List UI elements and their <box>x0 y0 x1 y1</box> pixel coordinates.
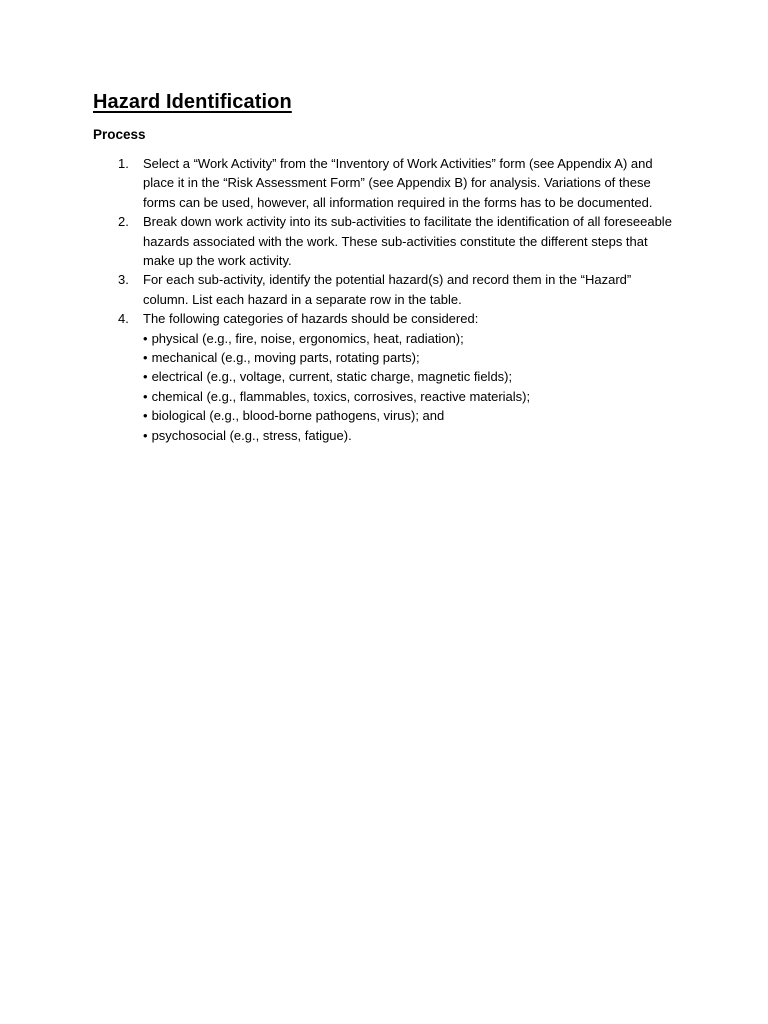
hazard-category-text: mechanical (e.g., moving parts, rotating parts); <box>151 350 420 366</box>
hazard-category-item <box>143 426 678 445</box>
section-heading: Process <box>93 127 146 142</box>
step-number: 2. <box>118 214 129 230</box>
bullet-icon: • <box>143 408 148 424</box>
process-steps-list <box>118 154 678 445</box>
step-item <box>118 212 678 270</box>
hazard-category-text: chemical (e.g., flammables, toxics, corrosives, reactive materials); <box>151 388 531 404</box>
bullet-icon: • <box>143 350 148 366</box>
hazard-category-text: electrical (e.g., voltage, current, static charge, magnetic fields); <box>151 369 513 385</box>
hazard-categories-list <box>143 329 678 445</box>
hazard-category-text: psychosocial (e.g., stress, fatigue). <box>151 427 352 443</box>
step-item <box>118 309 678 445</box>
step-text: Break down work activity into its sub-activities to facilitate the identification of all foreseeable hazards associated with the work. These sub-activities constitute the different steps that make up the work activity. <box>143 214 672 269</box>
step-item <box>118 270 678 309</box>
bullet-icon: • <box>143 369 148 385</box>
bullet-icon: • <box>143 330 148 346</box>
bullet-icon: • <box>143 388 148 404</box>
hazard-category-item <box>143 387 678 406</box>
hazard-category-item <box>143 406 678 425</box>
step-number: 4. <box>118 311 129 327</box>
hazard-category-item <box>143 367 678 386</box>
step-number: 3. <box>118 272 129 288</box>
step-text: For each sub-activity, identify the potential hazard(s) and record them in the “Hazard” column. List each hazard in a separate row in the table. <box>143 272 632 307</box>
step-text: The following categories of hazards should be considered: <box>143 311 479 327</box>
page-title: Hazard Identification <box>93 91 292 113</box>
hazard-category-item <box>143 329 678 348</box>
step-item <box>118 154 678 212</box>
hazard-category-item <box>143 348 678 367</box>
bullet-icon: • <box>143 427 148 443</box>
hazard-category-text: physical (e.g., fire, noise, ergonomics, heat, radiation); <box>151 330 464 346</box>
step-number: 1. <box>118 156 129 171</box>
step-text: Select a “Work Activity” from the “Inventory of Work Activities” form (see Appendix A) and place it in the “Risk Assessment Form” (see Appendix B) for analysis. Variations of these forms can be used, however, all information required in the forms has to be documented. <box>143 156 653 210</box>
hazard-category-text: biological (e.g., blood-borne pathogens, virus); and <box>151 408 445 424</box>
